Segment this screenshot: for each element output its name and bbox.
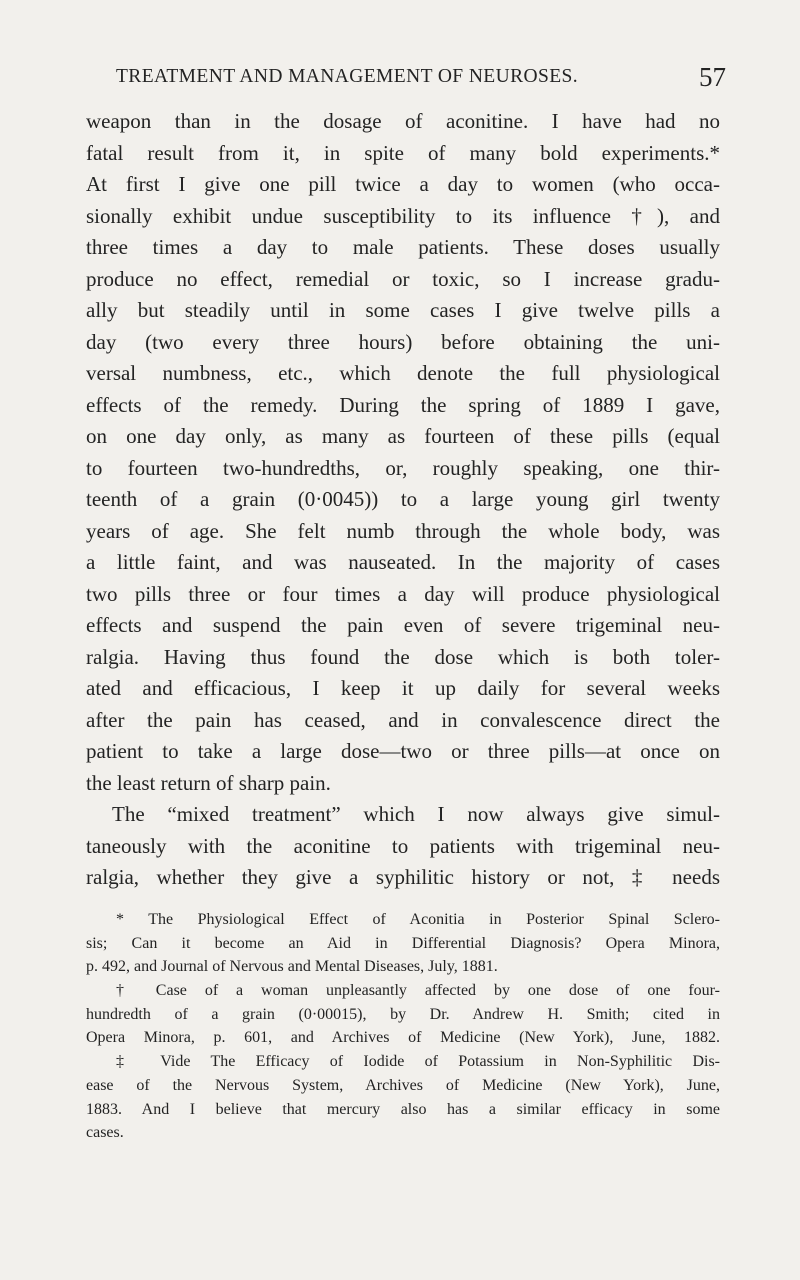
body-line: produce no effect, remedial or toxic, so I increase gradu- (86, 266, 720, 291)
body-text (86, 106, 720, 894)
body-line: versal numbness, etc., which denote the full physiological (86, 361, 720, 385)
body-line: day (two every three hours) before obtaining the uni- (86, 329, 720, 354)
body-line: two pills three or four times a day will produce physiological (86, 581, 720, 606)
body-line: the least return of sharp pain. (86, 770, 331, 795)
body-line: The “mixed treatment” which I now always give simul- (112, 802, 720, 826)
body-line: teenth of a grain (0·0045)) to a large young girl twenty (86, 487, 720, 511)
footnote-line: ease of the Nervous System, Archives of Medicine (New York), June, (86, 1076, 720, 1094)
footnote-line: ‡ Vide The Efficacy of Iodide of Potassium in Non-Syphilitic Dis- (116, 1053, 720, 1071)
footnote-line: sis; Can it become an Aid in Differential Diagnosis? Opera Minora, (86, 934, 720, 952)
body-line: ralgia, whether they give a syphilitic history or not, ‡ needs (86, 865, 720, 889)
body-line: after the pain has ceased, and in convalescence direct the (86, 707, 720, 732)
footnote-line: * The Physiological Effect of Aconitia in Posterior Spinal Sclero- (116, 911, 720, 928)
footnotes (86, 908, 720, 1145)
body-line: ralgia. Having thus found the dose which is both toler- (86, 644, 720, 669)
footnote-line: p. 492, and Journal of Nervous and Mental Diseases, July, 1881. (86, 958, 498, 976)
page-number: 57 (699, 62, 726, 92)
footnote-line: hundredth of a grain (0·00015), by Dr. Andrew H. Smith; cited in (86, 1005, 720, 1023)
body-line: effects of the remedy. During the spring of 1889 I gave, (86, 392, 720, 417)
body-line: ally but steadily until in some cases I give twelve pills a (86, 298, 720, 322)
running-head (116, 62, 776, 96)
footnote-line: 1883. And I believe that mercury also has a similar efficacy in some (86, 1100, 720, 1118)
body-line: taneously with the aconitine to patients with trigeminal neu- (86, 833, 720, 858)
body-line: years of age. She felt numb through the whole body, was (86, 518, 720, 543)
body-line: three times a day to male patients. These doses usually (86, 235, 720, 259)
body-line: sionally exhibit undue susceptibility to its influence †), and (86, 203, 720, 228)
body-line: effects and suspend the pain even of severe trigeminal neu- (86, 613, 720, 637)
footnote-line: Opera Minora, p. 601, and Archives of Medicine (New York), June, 1882. (86, 1029, 720, 1047)
body-line: on one day only, as many as fourteen of these pills (equal (86, 424, 720, 448)
running-title: TREATMENT AND MANAGEMENT OF NEUROSES. (116, 66, 579, 87)
body-line: patient to take a large dose—two or three pills—at once on (86, 739, 720, 763)
body-line: fatal result from it, in spite of many bold experiments.* (86, 140, 720, 165)
footnote-line: cases. (86, 1124, 124, 1142)
body-line: weapon than in the dosage of aconitine. I have had no (86, 109, 720, 133)
body-line: At first I give one pill twice a day to women (who occa- (86, 172, 720, 196)
body-line: ated and efficacious, I keep it up daily for several weeks (86, 676, 720, 700)
body-line: to fourteen two-hundredths, or, roughly speaking, one thir- (86, 455, 720, 480)
body-line: a little faint, and was nauseated. In the majority of cases (86, 550, 720, 574)
footnote-line: † Case of a woman unpleasantly affected by one dose of one four- (116, 982, 720, 1000)
